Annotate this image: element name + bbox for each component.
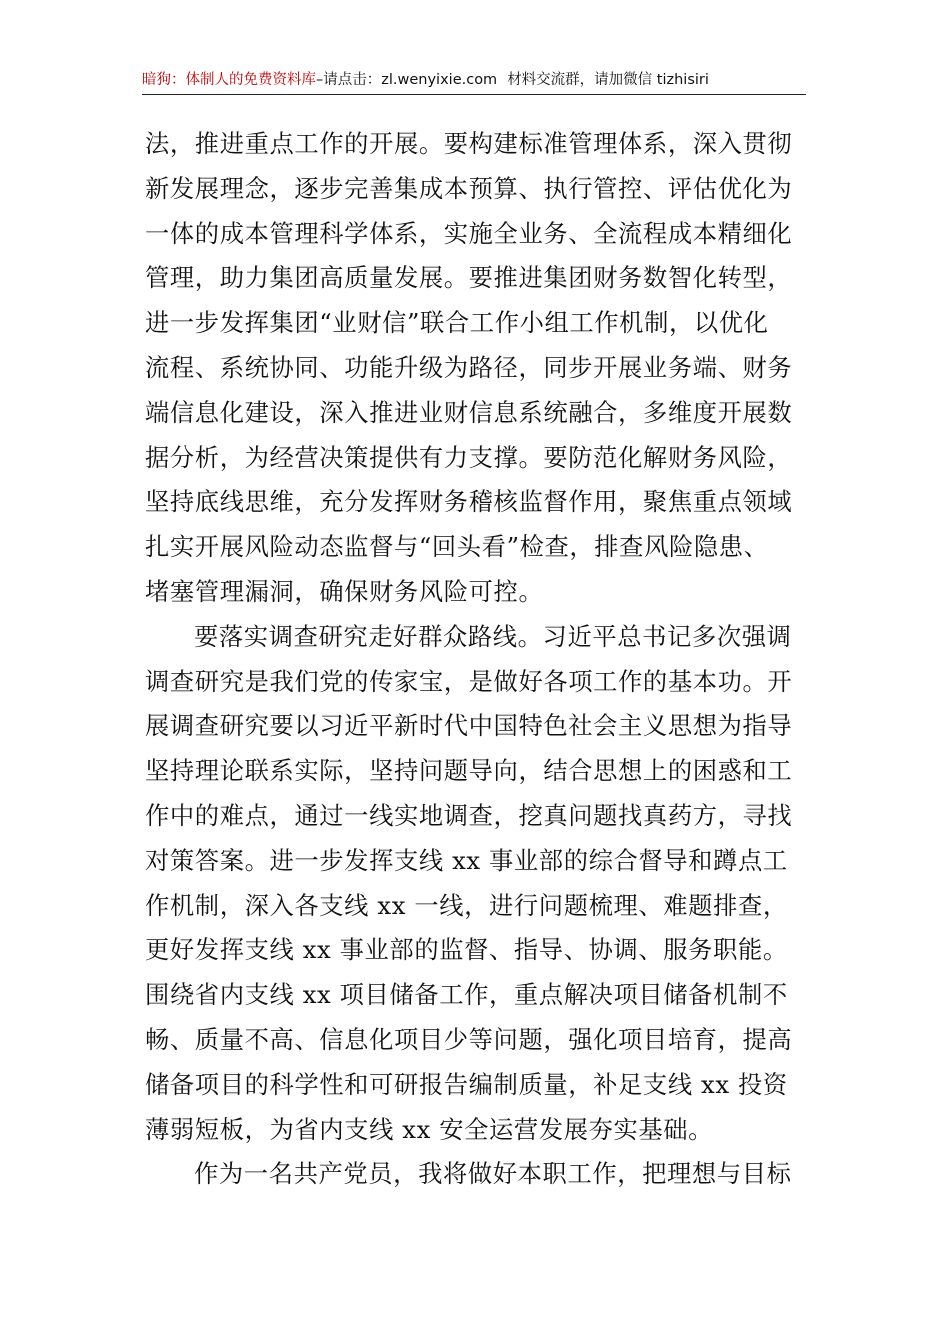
text-line: 坚持底线思维，充分发挥财务稽核监督作用，聚焦重点领域: [145, 487, 793, 517]
text-line: 薄弱短板，为省内支线 xx 安全运营发展夯实基础。: [145, 1114, 714, 1144]
document-body: [145, 122, 810, 1197]
text-line: 端信息化建设，深入推进业财信息系统融合，多维度开展数: [145, 397, 793, 427]
text-line: 管理，助力集团高质量发展。要推进集团财务数智化转型，: [145, 263, 793, 293]
text-line: 更好发挥支线 xx 事业部的监督、指导、协调、服务职能。: [145, 935, 788, 965]
text-line: 法，推进重点工作的开展。要构建标准管理体系，深入贯彻: [145, 129, 793, 158]
text-line: 新发展理念，逐步完善集成本预算、执行管控、评估优化为: [145, 173, 793, 203]
header-url-link[interactable]: zl.wenyixie.com: [381, 72, 498, 88]
text-line: 作机制，深入各支线 xx 一线，进行问题梳理、难题排查，: [145, 890, 788, 920]
paragraph: [145, 615, 810, 1153]
text-line: 畅、质量不高、信息化项目少等问题，强化项目培育，提高: [145, 1024, 793, 1054]
text-line: 调查研究是我们党的传家宝，是做好各项工作的基本功。开: [145, 666, 793, 696]
text-line: 储备项目的科学性和可研报告编制质量，补足支线 xx 投资: [145, 1069, 788, 1099]
text-line: 对策答案。进一步发挥支线 xx 事业部的综合督导和蹲点工: [145, 845, 788, 875]
header-click-prompt: –请点击：: [316, 72, 382, 88]
text-line: 要落实调查研究走好群众路线。习近平总书记多次强调: [194, 621, 792, 651]
text-line: 展调查研究要以习近平新时代中国特色社会主义思想为指导: [145, 711, 793, 741]
text-line: 围绕省内支线 xx 项目储备工作，重点解决项目储备机制不: [145, 980, 788, 1010]
text-line: 流程、系统协同、功能升级为路径，同步开展业务端、财务: [145, 352, 793, 382]
header-wechat-group: 材料交流群，请加微信 tizhisiri: [507, 72, 709, 88]
page-header: [142, 66, 806, 94]
text-line: 一体的成本管理科学体系，实施全业务、全流程成本精细化: [145, 218, 793, 248]
text-line: 据分析，为经营决策提供有力支撑。要防范化解财务风险，: [145, 442, 793, 472]
header-divider: [142, 94, 806, 95]
paragraph: [145, 1152, 810, 1197]
text-line: 堵塞管理漏洞，确保财务风险可控。: [145, 576, 544, 606]
text-line: 进一步发挥集团“业财信”联合工作小组工作机制，以优化: [145, 308, 769, 338]
text-line: 作中的难点，通过一线实地调查，挖真问题找真药方，寻找: [145, 800, 793, 830]
text-line: 扎实开展风险动态监督与“回头看”检查，排查风险隐患、: [145, 532, 769, 562]
text-line: 坚持理论联系实际，坚持问题导向，结合思想上的困惑和工: [145, 756, 793, 786]
header-brand: 暗狗：体制人的免费资料库: [142, 72, 316, 88]
text-line: 作为一名共产党员，我将做好本职工作，把理想与目标: [194, 1159, 792, 1189]
paragraph: [145, 122, 810, 615]
